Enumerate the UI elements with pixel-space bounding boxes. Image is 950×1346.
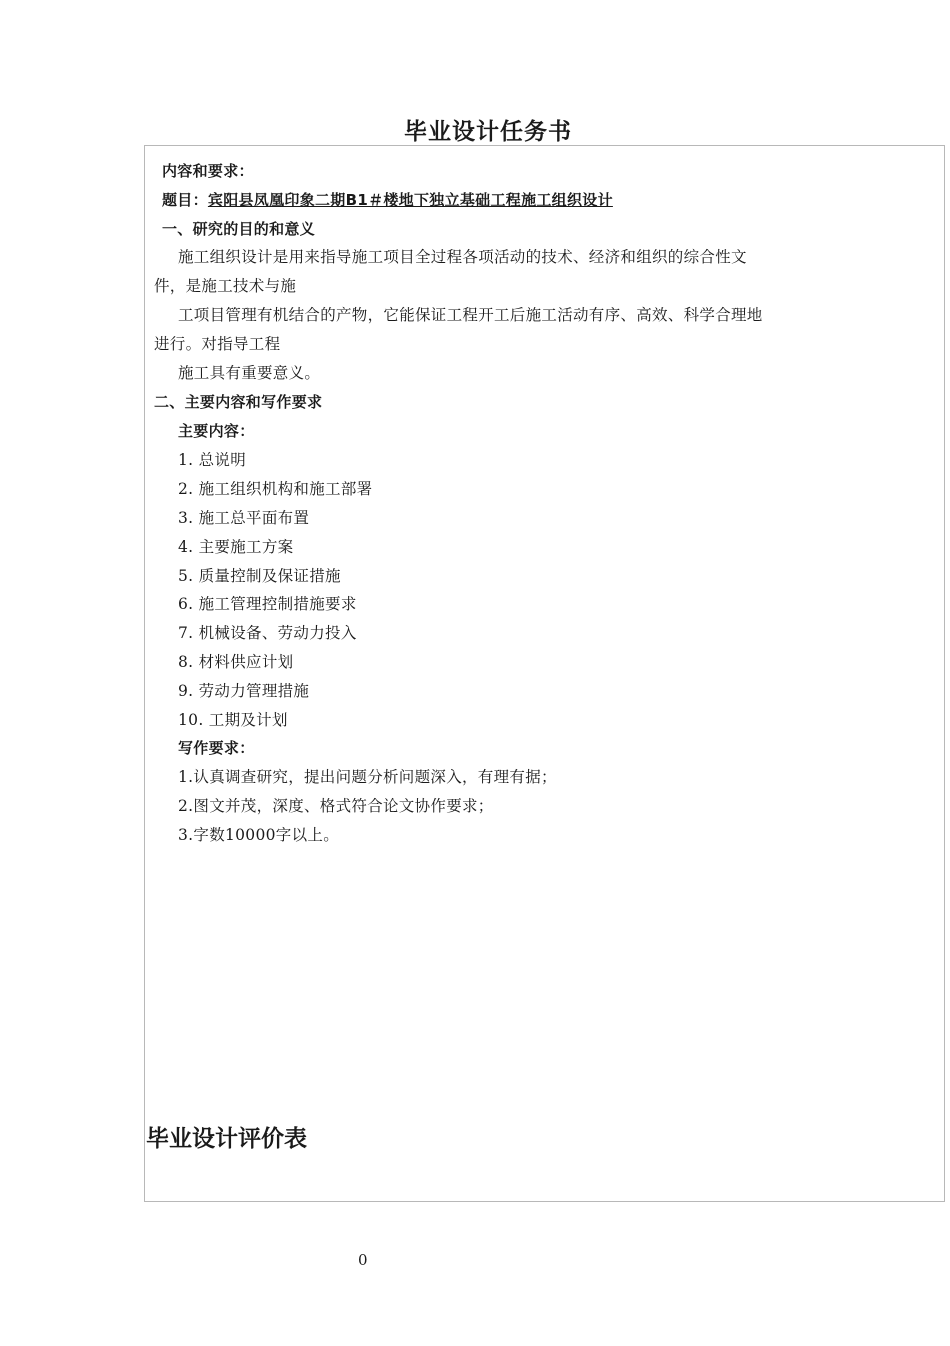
list-item: 4. 主要施工方案 [178, 538, 294, 556]
list-item: 2. 施工组织机构和施工部署 [178, 480, 373, 498]
page-number: 0 [358, 1251, 368, 1269]
section1-heading: 一、研究的目的和意义 [162, 220, 316, 238]
topic-label: 题目： [162, 191, 208, 209]
list-item: 6. 施工管理控制措施要求 [178, 595, 357, 613]
main-content-label: 主要内容： [178, 422, 255, 440]
list-item: 10. 工期及计划 [178, 711, 288, 729]
list-item: 3. 施工总平面布置 [178, 509, 310, 527]
section1-paragraph-line: 施工组织设计是用来指导施工项目全过程各项活动的技术、经济和组织的综合性文 [178, 248, 747, 266]
list-item: 7. 机械设备、劳动力投入 [178, 624, 357, 642]
list-item: 8. 材料供应计划 [178, 653, 294, 671]
topic-line [162, 190, 613, 210]
section1-paragraph-line: 件，是施工技术与施 [154, 277, 297, 295]
content-heading: 内容和要求： [162, 162, 254, 180]
topic-text: 宾阳县凤凰印象二期B1＃楼地下独立基础工程施工组织设计 [207, 191, 613, 209]
list-item: 9. 劳动力管理措施 [178, 682, 310, 700]
writing-req-item: 2.图文并茂，深度、格式符合论文协作要求； [178, 797, 494, 815]
section1-paragraph-line: 工项目管理有机结合的产物，它能保证工程开工后施工活动有序、高效、科学合理地 [178, 306, 763, 324]
writing-req-item: 1.认真调查研究，提出问题分析问题深入，有理有据； [178, 768, 557, 786]
list-item: 5. 质量控制及保证措施 [178, 567, 341, 585]
section1-paragraph-line: 进行。对指导工程 [154, 335, 281, 353]
task-frame [144, 145, 945, 1202]
document-title: 毕业设计任务书 [404, 119, 572, 145]
evaluation-title: 毕业设计评价表 [146, 1126, 307, 1152]
section2-heading: 二、主要内容和写作要求 [154, 393, 323, 411]
writing-req-item: 3.字数10000字以上。 [178, 826, 339, 844]
writing-req-label: 写作要求： [178, 739, 255, 757]
list-item: 1. 总说明 [178, 451, 247, 469]
section1-paragraph-line: 施工具有重要意义。 [178, 364, 321, 382]
